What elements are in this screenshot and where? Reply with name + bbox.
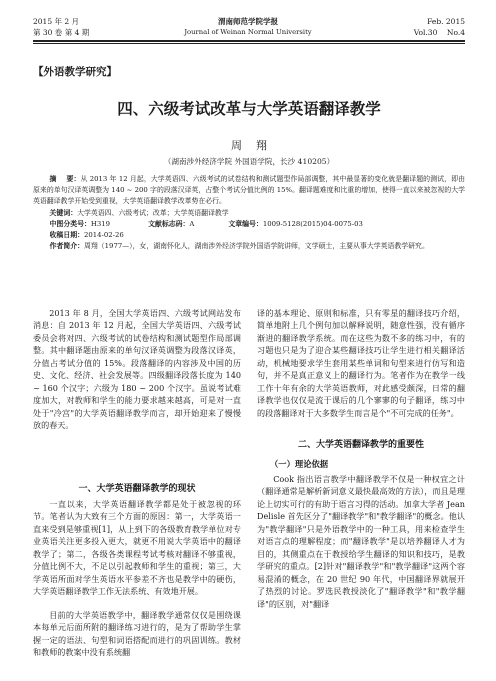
author-name: 周 翔 [231,139,267,152]
keywords-label: 关键词： [49,208,78,217]
article-no-label: 文章编号： [228,219,263,228]
author-affiliation: （湖南涉外经济学院 外国语学院，长沙 410205） [163,157,335,166]
abstract-text: 从 2013 年 12 月起，大学英语四、六级考试的试卷结构和测试题型作局部调整，其中最显著的变化就是翻译题的测试，即由原来的单句汉译英调整为 140 ~ 200 字的段落汉译英，占整个考试分值比例的 15%。翻译题难度和比重的增加，使得一直以来被忽视的大学英语翻译教学开始受到重视，大学英语翻译教学改革势在必行。 [33,175,465,206]
abstract-label: 摘 要： [49,175,81,183]
article-no: 1009-5128(2015)04-0075-03 [262,219,363,228]
clc-label: 中图分类号： [49,219,91,228]
classification-line [33,219,465,230]
paragraph-current: 目前的大学英语教学中，翻译教学通常仅仅是围绕课本每单元后面所附的翻译练习进行的，是为了帮助学生掌握一定的语法、句型和词语搭配而进行的巩固训练。教材和教师的教案中没有系统翻 [33,610,241,658]
header-rule-thin [33,43,465,44]
paragraph-status: 一直以来，大学英语翻译教学都是处于被忽视的环节。笔者认为大致有三个方面的原因：第一，大学英语一直来受到是够重视[1]，从上到下的各级教育教学单位对专业英语关注更多投入更大，就更不用说大学英语中的翻译教学了；第二，各级各类课程考试考核对翻译不够重视，分值比例不大，不足以引起教师和学生的重视；第三，大学英语所面对学生英语水平参差不齐也是教学中的硬伤，大学英语翻译教学工作无法系统、有效地开展。 [33,499,241,597]
header-volume: 第 30 卷 第 4 期 [33,28,90,37]
doc-code-label: 文献标志码： [148,219,190,228]
header-rule-thick [33,40,465,42]
paragraph-theory: Cook 指出语言教学中翻译教学不仅是一种权宜之计（翻译通常是解析新词意义最快最高效的方法），而且是理论上切实可行的有助于语言习得的活动。加拿大学者 Jean Delisle 首先区分了"翻译教学"和"教学翻译"的概念。他认为"教学翻译"只是外语教学中的一种工具，用来检查学生对语言点的理解程度；而"翻译教学"是以培养翻译人才为目的，其侧重点在于教授给学生翻译的知识和技巧，是教学研究的重点。[2]针对"翻译教学"和"教学翻译"这两个容易混淆的概念，在 20 世纪 90 年代，中国翻译界就展开了热烈的讨论。罗选民教授淡化了"翻译教学"和"教学翻译"的区别，对"翻译 [257,474,465,609]
section-heading-1: 一、大学英语翻译教学的现状 [78,484,196,494]
author-bio [33,241,465,252]
article-title: 四、六级考试改革与大学英语翻译教学 [117,100,381,118]
keywords-text: 大学英语四、六级考试；改革；大学英语翻译教学 [77,208,229,217]
section-heading-2: 二、大学英语翻译教学的重要性 [297,440,424,450]
clc-code: H319 [90,219,111,228]
header-journal-cn: 渭南师范学院学报 [218,17,278,26]
header-date: 2015 年 2 月 [33,17,80,26]
header-date-en: Feb. 2015 [427,17,465,26]
received-label: 收稿日期： [49,231,84,240]
abstract [33,174,465,208]
received-date [33,230,465,241]
header-journal-en: Journal of Weinan Normal University [184,28,312,36]
paragraph-continued: 译的基本理论、原则和标准，只有零星的翻译技巧介绍，简单地附上几个例句加以解释说明，随意性强，没有循序渐进的翻译教学系统。而在这些为数不多的练习中，有的习题也只是为了迎合某些翻译技巧让学生进行相关翻译活动，机械地要求学生套用某些单词和句型来进行仿写和造句，并不是真正意义上的翻译行为。笔者作为在教学一线工作十年有余的大学英语教师，对此感受颇深，日常的翻译教学也仅仅是流于课后的几个寥寥的句子翻译，练习中的段落翻译对于大多数学生而言是个"不可完成的任务"。 [257,308,465,418]
intro-paragraph: 2013 年 8 月，全国大学英语四、六级考试网站发布消息：自 2013 年 12 月起，全国大学英语四、六级考试委员会将对四、六级考试的试卷结构和测试题型作局部调整。其中翻译题由原来的单句汉译英调整为段落汉译英，分值占考试分值的 15%。段落翻译的内容涉及中国的历史、文化、经济、社会发展等。四级翻译段落长度为 140 ~ 160 个汉字；六级为 180 ~ 200 个汉字。虽说考试难度加大，对教师和学生的能力要求越来越高，可是对一直处于"冷宫"的大学英语翻译教学而言，却开始迎来了慢慢放的春天。 [33,308,241,431]
header-volume-en: Vol.30 No.4 [413,28,465,37]
bio-label: 作者简介： [49,242,84,251]
subsection-heading-1: （一）理论依据 [270,459,329,469]
keywords [33,208,465,219]
bio-text: 周翔（1977—），女，湖南怀化人，湖南涉外经济学院外国语学院讲师，文学硕士，主要从事大学英语教学研究。 [84,242,429,251]
front-matter [33,174,465,252]
doc-code: A [189,219,195,228]
received-text: 2014-02-26 [84,231,124,240]
column-label: 【外语教学研究】 [33,66,117,78]
